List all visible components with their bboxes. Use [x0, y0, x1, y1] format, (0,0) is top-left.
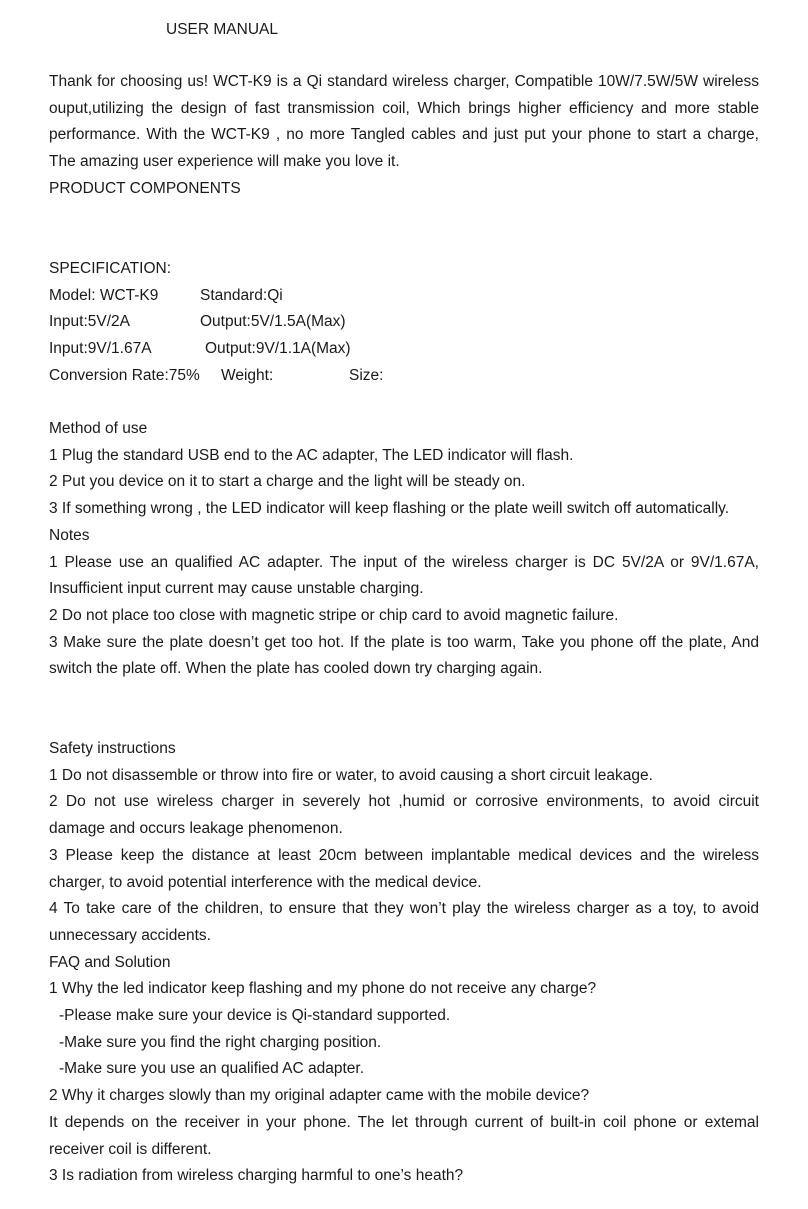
faq-question: 2 Why it charges slowly than my original adapter came with the mobile device?	[49, 1087, 590, 1105]
spec-output-5v: Output:5V/1.5A(Max)	[200, 313, 346, 331]
faq-question: 1 Why the led indicator keep flashing and my phone do not receive any charge?	[49, 980, 597, 998]
intro-paragraph: Thank for choosing us! WCT-K9 is a Qi standard wireless charger, Compatible 10W/7.5W/5W wireless ouput,utilizing the design of fast transmission coil, Which brings higher efficiency and more stable performance. With the WCT-K9 , no more Tangled cables and just put your phone to start a charge, The amazing user experience will make you love it.	[49, 73, 759, 171]
faq-answer: -Make sure you find the right charging position.	[59, 1033, 382, 1051]
spec-weight: Weight:	[221, 366, 274, 384]
spec-output-9v: Output:9V/1.1A(Max)	[205, 340, 351, 358]
spec-input-5v: Input:5V/2A	[49, 313, 131, 331]
specification-heading: SPECIFICATION:	[49, 260, 172, 277]
note-item: 3 Make sure the plate doesn’t get too hot. If the plate is too warm, Take you phone off the plate, And switch the plate off. When the plate has cooled down try charging again.	[49, 633, 759, 678]
spec-row	[49, 363, 759, 390]
intro-section	[49, 69, 759, 203]
spec-row	[49, 309, 759, 336]
product-components-heading: PRODUCT COMPONENTS	[49, 179, 241, 197]
faq-heading: FAQ and Solution	[49, 953, 171, 971]
note-item: 1 Please use an qualified AC adapter. The input of the wireless charger is DC 5V/2A or 9V/1.67A, Insufficient input current may cause unstable charging.	[49, 553, 759, 598]
spec-row	[49, 283, 759, 310]
safety-item: 4 To take care of the children, to ensure that they won’t play the wireless charger as a toy, to avoid unnecessary accidents.	[49, 900, 759, 944]
spec-row	[49, 336, 759, 363]
spec-size: Size:	[349, 366, 384, 384]
safety-item: 3 Please keep the distance at least 20cm between implantable medical devices and the wireless charger, to avoid potential interference with the medical device.	[49, 846, 759, 891]
method-item: 3 If something wrong , the LED indicator will keep flashing or the plate weill switch off automatically.	[49, 500, 730, 518]
spec-standard: Standard:Qi	[200, 286, 283, 304]
safety-heading: Safety instructions	[49, 740, 176, 757]
safety-item: 1 Do not disassemble or throw into fire or water, to avoid causing a short circuit leakage.	[49, 766, 653, 784]
notes-heading: Notes	[49, 526, 90, 544]
method-heading: Method of use	[49, 420, 148, 437]
method-item: 2 Put you device on it to start a charge and the light will be steady on.	[49, 473, 526, 491]
safety-item: 2 Do not use wireless charger in severely hot ,humid or corrosive environments, to avoid circuit damage and occurs leakage phenomenon.	[49, 793, 759, 838]
spec-model: Model: WCT-K9	[49, 286, 159, 304]
safety-section	[49, 736, 759, 1190]
faq-answer: -Please make sure your device is Qi-standard supported.	[59, 1007, 451, 1025]
faq-question: 3 Is radiation from wireless charging harmful to one’s heath?	[49, 1167, 464, 1185]
page-title: USER MANUAL	[166, 21, 278, 38]
method-section	[49, 416, 759, 683]
spec-input-9v: Input:9V/1.67A	[49, 340, 152, 358]
spec-conversion-rate: Conversion Rate:75%	[49, 366, 200, 384]
method-item: 1 Plug the standard USB end to the AC adapter, The LED indicator will flash.	[49, 446, 574, 464]
specification-section	[49, 256, 759, 389]
faq-answer: It depends on the receiver in your phone. The let through current of built-in coil phone or extemal receiver coil is different.	[49, 1113, 759, 1158]
faq-answer: -Make sure you use an qualified AC adapter.	[59, 1060, 365, 1078]
note-item: 2 Do not place too close with magnetic stripe or chip card to avoid magnetic failure.	[49, 606, 619, 624]
